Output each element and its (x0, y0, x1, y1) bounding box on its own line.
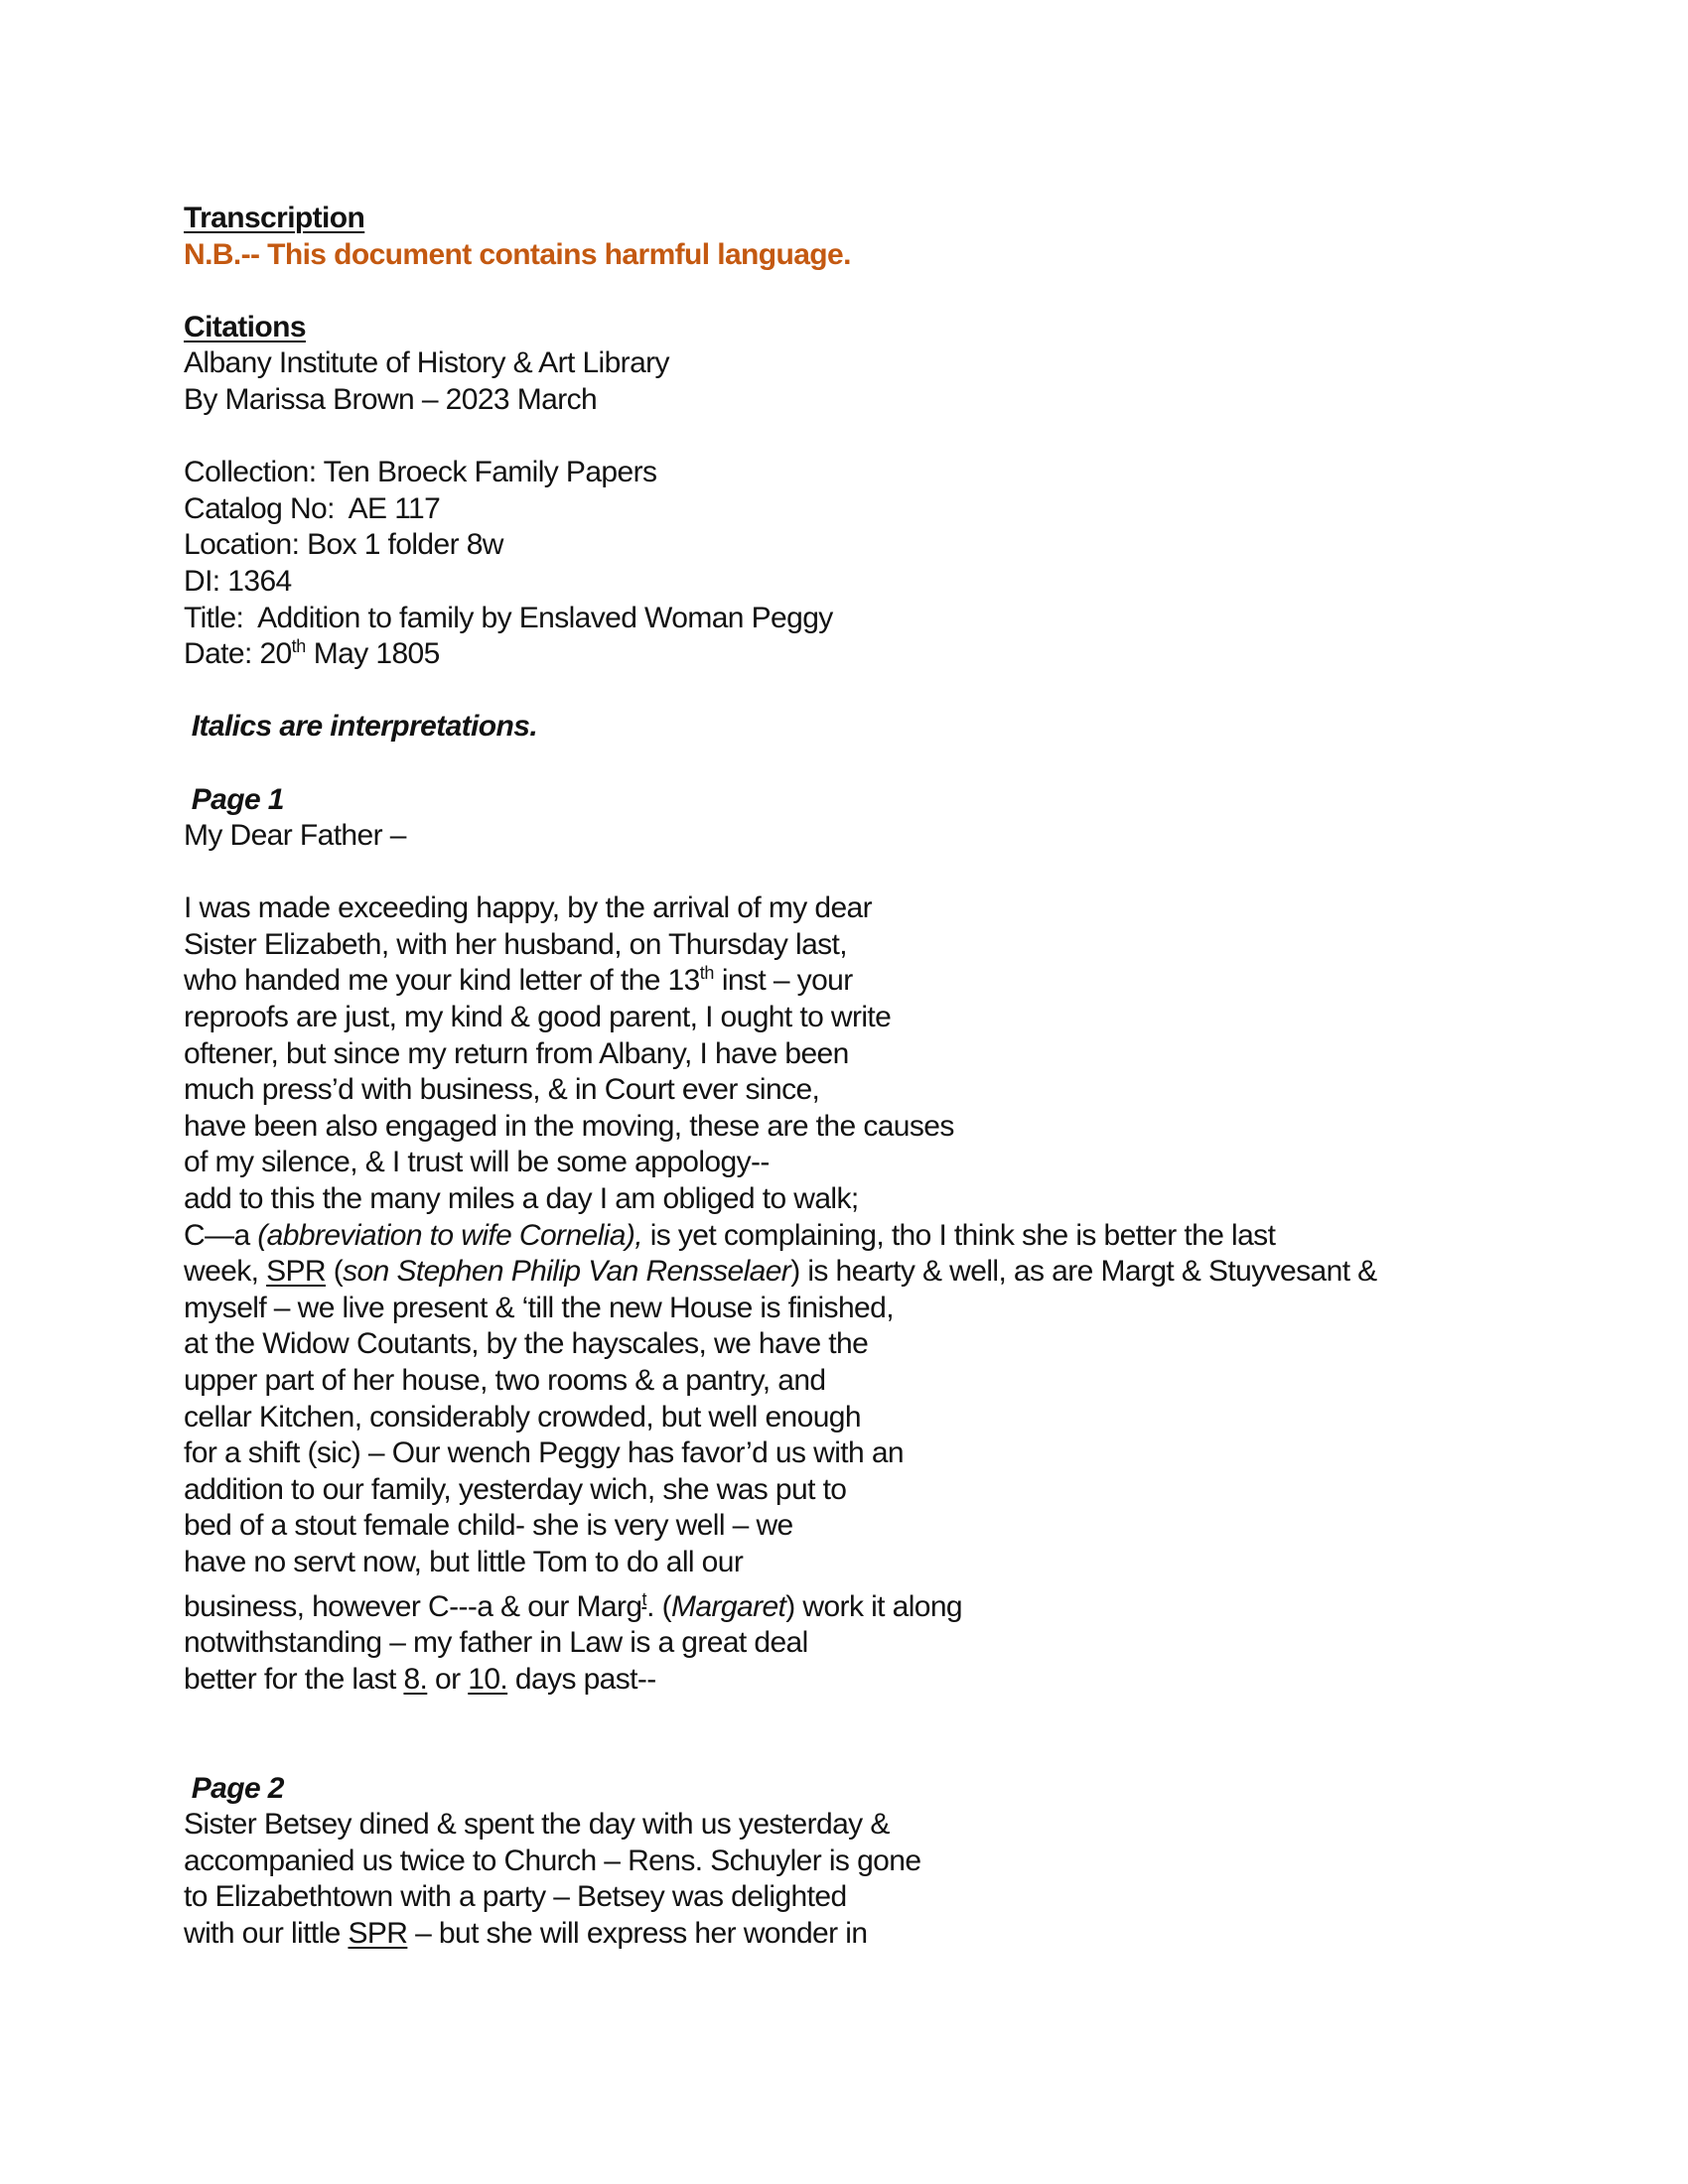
text-segment: – but she will express her wonder in (407, 1916, 868, 1950)
doc-line (184, 1625, 1653, 1662)
text-segment: I was made exceeding happy, by the arrival of my dear (184, 891, 873, 925)
text-segment: Sister Elizabeth, with her husband, on Thursday last, (184, 927, 848, 961)
doc-line (184, 1291, 1653, 1327)
text-segment: or (427, 1662, 469, 1696)
text-segment: Title: Addition to family by Enslaved Woman Peggy (184, 601, 833, 634)
doc-line (184, 237, 1653, 274)
doc-line (184, 1400, 1653, 1436)
doc-line (184, 818, 1653, 855)
text-segment: t (641, 1588, 647, 1609)
text-segment: have no servt now, but little Tom to do all our (184, 1545, 744, 1578)
text-segment: better for the last (184, 1662, 404, 1696)
doc-line (184, 1145, 1653, 1181)
text-segment: th (699, 963, 715, 984)
text-segment: to Elizabethtown with a party – Betsey was delighted (184, 1880, 847, 1914)
text-segment: oftener, but since my return from Albany, I have been (184, 1036, 849, 1070)
text-segment: have been also engaged in the moving, these are the causes (184, 1109, 954, 1143)
doc-line (184, 1698, 1653, 1734)
text-segment: My Dear Father – (184, 819, 406, 853)
text-segment: for a shift (sic) – Our wench Peggy has favor’d us with an (184, 1436, 904, 1470)
doc-line (184, 963, 1653, 1000)
text-segment: ( (326, 1255, 344, 1289)
text-segment: Sister Betsey dined & spent the day with us yesterday & (184, 1808, 890, 1842)
doc-line (184, 1218, 1653, 1255)
doc-line (184, 890, 1653, 927)
doc-line (184, 1662, 1653, 1699)
doc-line (184, 1326, 1653, 1363)
text-segment: Collection: Ten Broeck Family Papers (184, 456, 657, 489)
doc-line (184, 855, 1653, 891)
harmful-language-notice: N.B.-- This document contains harmful language. (184, 237, 851, 271)
doc-line (184, 201, 1653, 237)
doc-line (184, 1109, 1653, 1146)
text-segment: add to this the many miles a day I am obliged to walk; (184, 1182, 859, 1216)
text-segment: May 1805 (306, 637, 440, 671)
text-segment: reproofs are just, my kind & good parent, I ought to write (184, 1001, 892, 1034)
doc-line (184, 1435, 1653, 1472)
text-segment: Date: 20 (184, 637, 292, 671)
text-segment: upper part of her house, two rooms & a pantry, and (184, 1364, 826, 1397)
doc-line (184, 1363, 1653, 1400)
text-segment: (abbreviation to wife Cornelia), (257, 1218, 642, 1252)
doc-line (184, 1545, 1653, 1581)
doc-line (184, 636, 1653, 673)
text-segment: notwithstanding – my father in Law is a great deal (184, 1626, 808, 1660)
doc-line (184, 1843, 1653, 1880)
doc-line (184, 1734, 1653, 1771)
text-segment: week, (184, 1255, 267, 1289)
doc-line (184, 345, 1653, 382)
doc-line (184, 1036, 1653, 1073)
text-segment: ) is hearty & well, as are Margt & Stuyvesant & (790, 1255, 1377, 1289)
text-segment: business, however C---a & our Marg (184, 1589, 642, 1623)
doc-line (184, 1181, 1653, 1218)
text-segment: Location: Box 1 folder 8w (184, 528, 503, 562)
doc-line (184, 1472, 1653, 1509)
doc-line (184, 382, 1653, 419)
text-segment: much press’d with business, & in Court ever since, (184, 1073, 820, 1107)
doc-line (184, 601, 1653, 637)
doc-line (184, 927, 1653, 964)
text-segment: is yet complaining, tho I think she is better the last (641, 1218, 1276, 1252)
text-segment: at the Widow Coutants, by the hayscales, we have the (184, 1327, 869, 1361)
text-segment: addition to our family, yesterday wich, she was put to (184, 1472, 847, 1506)
doc-line (184, 1072, 1653, 1109)
doc-line (184, 527, 1653, 564)
doc-line (184, 419, 1653, 456)
text-segment: bed of a stout female child- she is very well – we (184, 1509, 793, 1543)
doc-line (184, 1000, 1653, 1036)
text-segment: By Marissa Brown – 2023 March (184, 382, 598, 416)
text-segment: Page 1 (184, 782, 284, 816)
doc-line (184, 564, 1653, 601)
text-segment: SPR (266, 1255, 326, 1289)
doc-line (184, 455, 1653, 491)
text-segment: DI: 1364 (184, 564, 292, 598)
text-segment: with our little (184, 1916, 349, 1950)
doc-line (184, 782, 1653, 819)
text-segment: inst – your (714, 964, 853, 998)
document-content (184, 201, 1653, 1953)
doc-line (184, 673, 1653, 710)
doc-line (184, 746, 1653, 782)
text-segment: myself – we live present & ‘till the new House is finished, (184, 1291, 894, 1324)
text-segment: Albany Institute of History & Art Library (184, 346, 669, 380)
text-segment: days past-- (507, 1662, 656, 1696)
text-segment: C—a (184, 1218, 258, 1252)
doc-line (184, 1508, 1653, 1545)
doc-line (184, 1771, 1653, 1808)
doc-line (184, 310, 1653, 346)
doc-line (184, 1589, 1653, 1626)
text-segment: th (291, 636, 307, 657)
text-segment: Transcription (184, 202, 365, 234)
doc-line (184, 1807, 1653, 1843)
text-segment: son Stephen Philip Van Rensselaer (343, 1255, 791, 1289)
text-segment: who handed me your kind letter of the 13 (184, 964, 700, 998)
text-segment: of my silence, & I trust will be some appology-- (184, 1146, 770, 1179)
text-segment: 8. (403, 1662, 428, 1696)
doc-line (184, 709, 1653, 746)
text-segment: ) work it along (785, 1589, 963, 1623)
text-segment: Page 2 (184, 1771, 284, 1805)
text-segment: SPR (348, 1916, 408, 1950)
text-segment: accompanied us twice to Church – Rens. Schuyler is gone (184, 1843, 921, 1877)
doc-line (184, 1879, 1653, 1916)
text-segment: cellar Kitchen, considerably crowded, but well enough (184, 1400, 861, 1433)
text-segment: Citations (184, 310, 306, 343)
text-segment: Margaret (671, 1589, 786, 1623)
doc-line (184, 273, 1653, 310)
doc-line (184, 491, 1653, 528)
text-segment: 10. (468, 1662, 508, 1696)
doc-line (184, 1254, 1653, 1291)
text-segment: . ( (646, 1589, 672, 1623)
doc-line (184, 1916, 1653, 1953)
text-segment: Italics are interpretations. (184, 710, 538, 744)
text-segment: Catalog No: AE 117 (184, 491, 441, 525)
